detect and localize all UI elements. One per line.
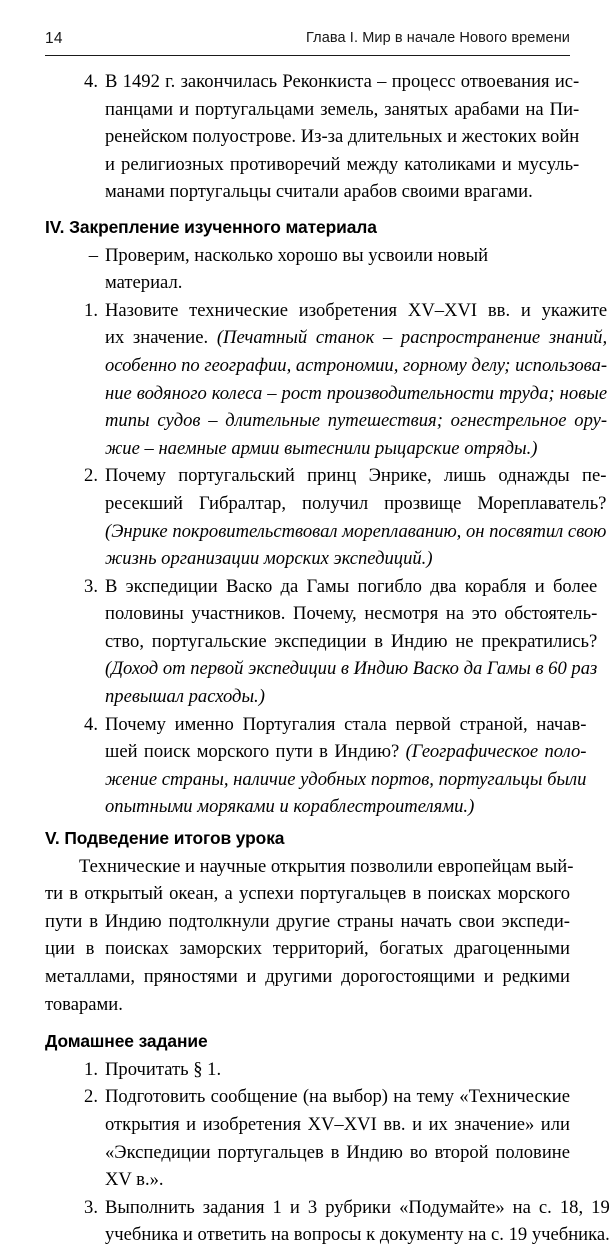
text-line: Выполнить задания 1 и 3 рубрики «Подумайте» на с. 18, 19: [105, 1196, 610, 1218]
text-line: панцами и португальцами земель, занятых арабами на Пи-: [105, 98, 580, 120]
text-line: Технические и научные открытия позволили европейцам вый-: [79, 855, 574, 877]
section-heading-v: V. Подведение итогов урока: [45, 828, 285, 849]
list-item-text: [105, 573, 597, 711]
plain-run: их значение.: [105, 327, 217, 349]
list-marker: 3.: [84, 1196, 98, 1218]
dash-marker: –: [88, 244, 98, 266]
text-line: открытия и изобретения XV–XVI вв. и их значение» или: [105, 1113, 570, 1135]
list-item: [45, 573, 598, 711]
section-intro-text: Проверим, насколько хорошо вы усвоили новый материал.: [105, 244, 489, 294]
text-line: превышал расходы.): [105, 686, 265, 708]
text-line: типы судов – длительные путешествия; огнестрельное ору-: [105, 410, 608, 432]
text-line: пути в Индию подтолкнули другие страны начать свои экспеди-: [45, 910, 570, 932]
text-line: учебника и ответить на вопросы к документу на с. 19 учебника.: [105, 1224, 610, 1246]
text-line: ние водяного колеса – рост производительности труда; новые: [105, 382, 608, 404]
list-marker: 3.: [84, 575, 98, 597]
text-line: Прочитать § 1.: [105, 1058, 222, 1080]
list-marker: 2.: [84, 1086, 98, 1108]
answer-run: (Географическое поло-: [405, 741, 587, 763]
text-line: жение страны, наличие удобных портов, португальцы были: [105, 768, 587, 790]
text-line: XV в.».: [105, 1169, 164, 1191]
list-marker: 1.: [84, 1058, 98, 1080]
text-line: Подготовить сообщение (на выбор) на тему «Технические: [105, 1086, 570, 1108]
section-v-paragraph: [45, 853, 574, 1019]
section-heading-iv: IV. Закрепление изученного материала: [45, 216, 377, 237]
text-line: [105, 738, 586, 766]
running-head: [45, 30, 570, 56]
text-line: ство, португальские экспедиции в Индию не прекратились?: [105, 630, 598, 652]
list-item-text: [105, 711, 586, 821]
section-intro-line: [45, 242, 570, 297]
text-line: половины участников. Почему, несмотря на это обстоятель-: [105, 603, 598, 625]
list-item-text: [105, 462, 606, 572]
list-item: [45, 68, 580, 206]
text-line: жизнь организации морских экспедиций.): [105, 548, 433, 570]
header-rule: [45, 55, 570, 56]
list-item-text: [105, 1083, 570, 1193]
list-item-text: [105, 297, 607, 463]
text-line: ренейском полуострове. Из-за длительных и жестоких войн: [105, 126, 580, 148]
text-line: ресекший Гибралтар, получил прозвище Мореплаватель?: [105, 492, 607, 514]
list-marker: 4.: [84, 713, 98, 735]
text-line: Назовите технические изобретения XV–XVI вв. и укажите: [105, 299, 608, 321]
answer-run: (Печатный станок – распространение знаний,: [216, 327, 608, 349]
plain-run: шей поиск морского пути в Индию?: [105, 741, 406, 763]
text-line: (Доход от первой экспедиции в Индию Васко да Гамы в 60 раз: [105, 658, 598, 680]
list-item: [45, 297, 608, 463]
text-line: жие – наемные армии вытеснили рыцарские отряды.): [105, 437, 538, 459]
spacer: [45, 206, 570, 214]
text-line: товарами.: [45, 993, 123, 1015]
list-item: [45, 1194, 610, 1249]
text-line: (Энрике покровительствовал мореплаванию, он посвятил свою: [105, 520, 607, 542]
page-number: 14: [45, 30, 63, 47]
text-line: Почему португальский принц Энрике, лишь однажды пе-: [105, 465, 607, 487]
chapter-title: Глава I. Мир в начале Нового времени: [306, 30, 570, 46]
text-line: ции в поисках заморских территорий, богатых драгоценными: [45, 938, 570, 960]
text-line: металлами, пряностями и другими дорогостоящими и редкими: [45, 966, 570, 987]
text-line: [105, 324, 607, 352]
text-line: Почему именно Португалия стала первой страной, начав-: [105, 713, 587, 735]
text-line: ти в открытый океан, а успехи португальцев в поисках морского: [45, 883, 570, 905]
text-line: опытными моряками и кораблестроителями.): [105, 796, 475, 818]
list-item-text: [105, 68, 579, 206]
list-marker: 4.: [84, 71, 98, 92]
text-line: особенно по географии, астрономии, горному делу; использова-: [105, 354, 608, 376]
text-line: манами португальцы считали арабов своими врагами.: [105, 181, 533, 203]
list-item: [45, 1056, 570, 1084]
page-body: [45, 68, 610, 1249]
text-line: В 1492 г. закончилась Реконкиста – процесс отвоевания ис-: [105, 71, 580, 92]
list-item-text: [105, 1056, 570, 1084]
spacer: [45, 1018, 570, 1028]
list-marker: 1.: [84, 299, 98, 321]
homework-heading: Домашнее задание: [45, 1031, 208, 1052]
text-line: «Экспедиции португальцев в Индию во второй половине: [105, 1141, 570, 1163]
list-marker: 2.: [84, 465, 98, 487]
list-item: [45, 462, 607, 572]
list-item: [45, 1083, 570, 1193]
text-line: В экспедиции Васко да Гамы погибло два корабля и более: [105, 575, 598, 597]
text-line: и религиозных противоречий между католиками и мусуль-: [105, 153, 580, 175]
list-item: [45, 711, 587, 821]
list-item-text: [105, 1194, 610, 1249]
